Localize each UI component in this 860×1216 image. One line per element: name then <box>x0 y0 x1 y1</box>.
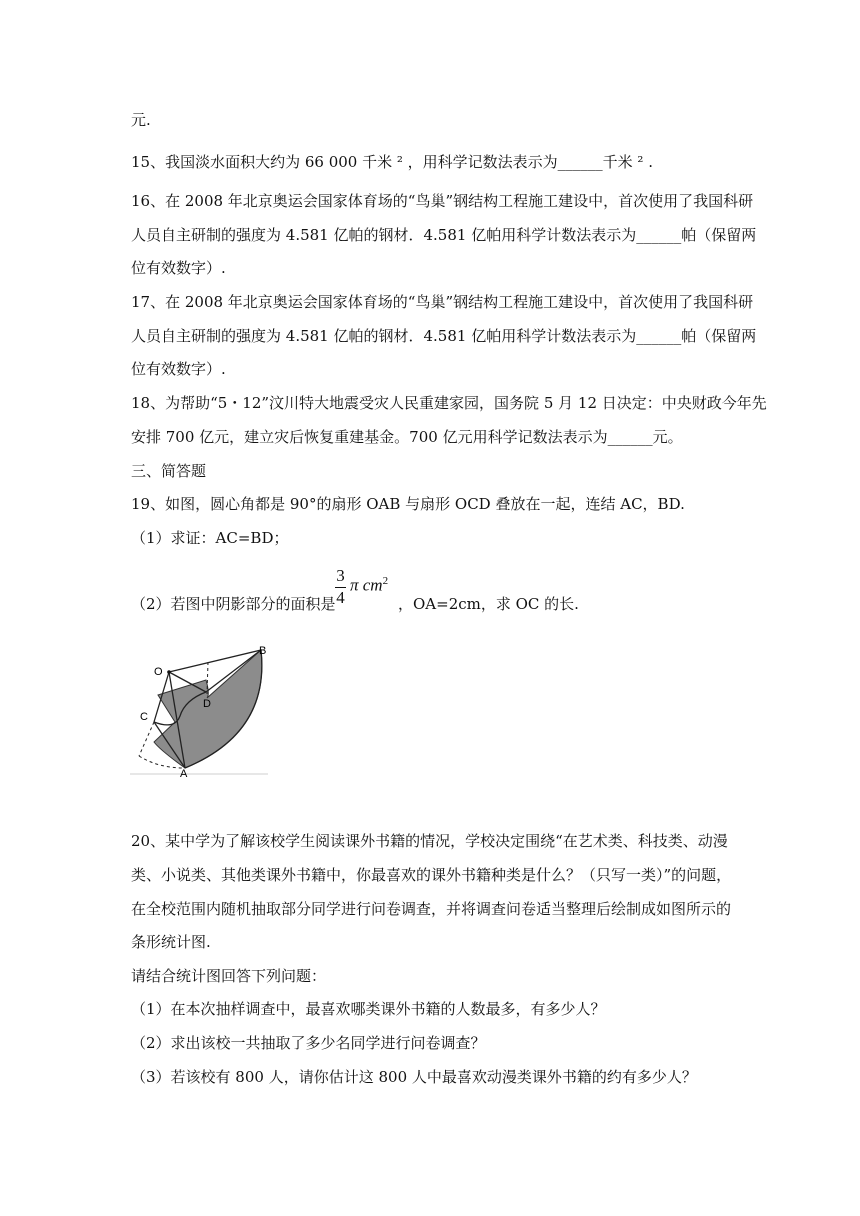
point-o <box>167 670 171 674</box>
question-15: 15、我国淡水面积大约为 66 000 千米 ² ，用科学记数法表示为______千米 ² . <box>131 153 653 171</box>
question-20-line4: 条形统计图. <box>131 933 211 951</box>
question-20-line3: 在全校范围内随机抽取部分同学进行问卷调查，并将调查问卷适当整理后绘制成如图所示的 <box>131 900 732 918</box>
question-20-part1: （1）在本次抽样调查中，最喜欢哪类课外书籍的人数最多，有多少人？ <box>131 1000 606 1018</box>
label-b: B <box>259 645 267 657</box>
text-line: 元. <box>131 111 151 129</box>
question-20-part2: （2）求出该校一共抽取了多少名同学进行问卷调查？ <box>131 1034 486 1052</box>
sector-figure <box>130 638 270 778</box>
fraction-denominator: 4 <box>336 588 345 607</box>
question-16-line2: 人员自主研制的强度为 4.581 亿帕的钢材．4.581 亿帕用科学计数法表示为______帕（保留两 <box>131 226 757 244</box>
label-d: D <box>203 698 211 710</box>
label-c: C <box>140 711 148 723</box>
formula-unit <box>350 575 388 596</box>
question-17-line1: 17、在 2008 年北京奥运会国家体育场的“鸟巢”钢结构工程施工建设中，首次使用了我国科研 <box>131 293 754 311</box>
formula-unit-text: π cm <box>350 575 383 595</box>
question-17-line2: 人员自主研制的强度为 4.581 亿帕的钢材．4.581 亿帕用科学计数法表示为______帕（保留两 <box>131 327 757 345</box>
question-19: 19、如图，圆心角都是 90°的扇形 OAB 与扇形 OCD 叠放在一起，连结 AC，BD. <box>131 495 685 513</box>
question-19-part1: （1）求证：AC=BD； <box>131 529 289 547</box>
label-a: A <box>180 768 188 778</box>
area-formula <box>335 566 391 612</box>
question-20-line1: 20、某中学为了解该校学生阅读课外书籍的情况，学校决定围绕“在艺术类、科技类、动漫 <box>131 832 728 850</box>
question-19-part2-end: ，OA=2cm，求 OC 的长. <box>398 595 579 613</box>
dashed-extension <box>139 722 154 756</box>
question-20-prompt: 请结合统计图回答下列问题： <box>131 967 327 985</box>
formula-exponent: 2 <box>382 575 389 587</box>
section-heading: 三、简答题 <box>131 462 207 480</box>
question-18-line2: 安排 700 亿元，建立灾后恢复重建基金。700 亿元用科学记数法表示为______元。 <box>131 428 683 446</box>
question-17-line3: 位有效数字）. <box>131 360 226 378</box>
question-16-line1: 16、在 2008 年北京奥运会国家体育场的“鸟巢”钢结构工程施工建设中，首次使用了我国科研 <box>131 192 754 210</box>
question-20-part3: （3）若该校有 800 人，请你估计这 800 人中最喜欢动漫类课外书籍的约有多少人？ <box>131 1068 697 1086</box>
question-18-line1: 18、为帮助“5・12”汶川特大地震受灾人民重建家园，国务院 5 月 12 日决定：中央财政今年先 <box>131 394 767 412</box>
label-o: O <box>154 666 163 678</box>
question-19-part2-start: （2）若图中阴影部分的面积是 <box>131 595 336 613</box>
question-20-line2: 类、小说类、其他类课外书籍中，你最喜欢的课外书籍种类是什么？（只写一类）”的问题， <box>131 866 732 884</box>
fraction-numerator: 3 <box>336 566 345 585</box>
question-16-line3: 位有效数字）. <box>131 259 226 277</box>
